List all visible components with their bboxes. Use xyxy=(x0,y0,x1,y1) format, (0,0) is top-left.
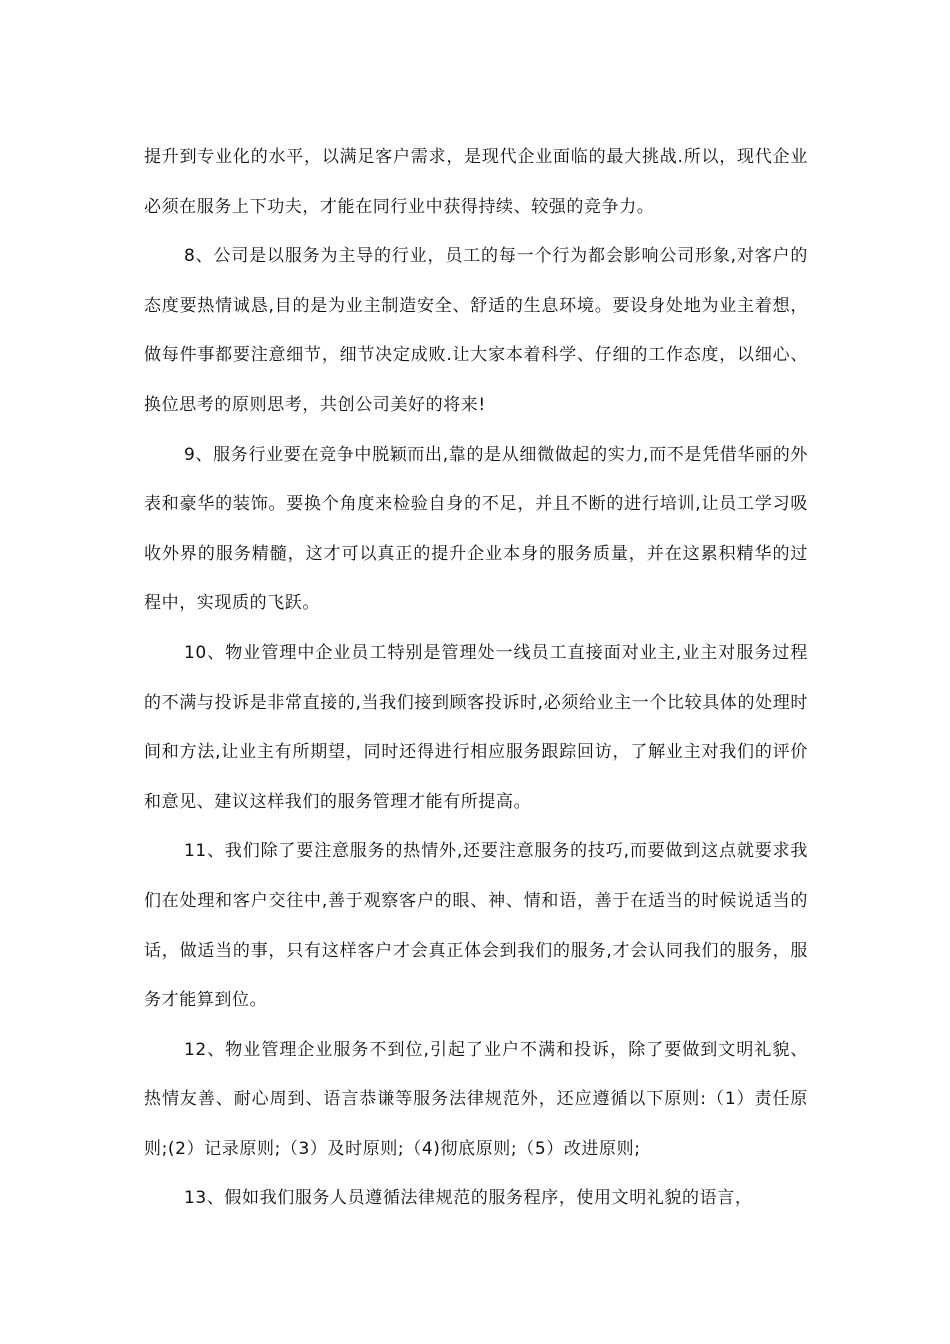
paragraph-continuation: 提升到专业化的水平，以满足客户需求，是现代企业面临的最大挑战.所以，现代企业必须在服务上下功夫，才能在同行业中获得持续、较强的竞争力。 xyxy=(144,147,808,217)
document-body xyxy=(144,133,808,1224)
paragraph-13: 13、假如我们服务人员遵循法律规范的服务程序，使用文明礼貌的语言， xyxy=(184,1188,753,1209)
paragraph-11: 11、我们除了要注意服务的热情外,还要注意服务的技巧,而要做到这点就要求我们在处理和客户交往中,善于观察客户的眼、神、情和语，善于在适当的时候说适当的话，做适当的事，只有这样客户才会真正体会到我们的服务,才会认同我们的服务，服务才能算到位。 xyxy=(144,841,808,1011)
paragraph-10: 10、物业管理中企业员工特别是管理处一线员工直接面对业主,业主对服务过程的不满与投诉是非常直接的,当我们接到顾客投诉时,必须给业主一个比较具体的处理时间和方法,让业主有所期望，同时还得进行相应服务跟踪回访，了解业主对我们的评价和意见、建议这样我们的服务管理才能有所提高。 xyxy=(144,642,808,812)
paragraph-8: 8、公司是以服务为主导的行业，员工的每一个行为都会影响公司形象,对客户的态度要热情诚恳,目的是为业主制造安全、舒适的生息环境。要设身处地为业主着想，做每件事都要注意细节，细节决定成败.让大家本着科学、仔细的工作态度，以细心、换位思考的原则思考，共创公司美好的将来! xyxy=(144,246,808,415)
paragraph-12: 12、物业管理企业服务不到位,引起了业户不满和投诉，除了要做到文明礼貌、热情友善、耐心周到、语言恭谦等服务法律规范外，还应遵循以下原则:（1）责任原则;(2）记录原则;（3）及时原则;（4)彻底原则;（5）改进原则; xyxy=(144,1039,808,1159)
paragraph-9: 9、服务行业要在竞争中脱颖而出,靠的是从细微做起的实力,而不是凭借华丽的外表和豪华的装饰。要换个角度来检验自身的不足，并且不断的进行培训,让员工学习吸收外界的服务精髓，这才可以真正的提升企业本身的服务质量，并在这累积精华的过程中，实现质的飞跃。 xyxy=(144,444,808,614)
